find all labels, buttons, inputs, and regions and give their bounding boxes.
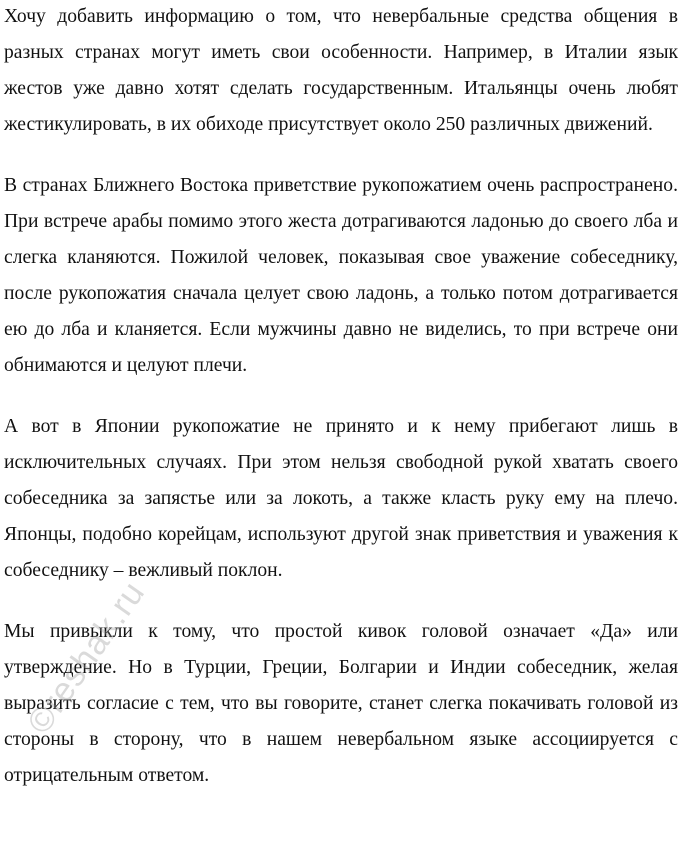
paragraph-middle-east: В странах Ближнего Востока приветствие рукопожатием очень распространено. При встрече арабы помимо этого жеста дотрагиваются ладонью до своего лба и слегка кланяются. Пожилой человек, показывая свое уважение собеседнику, после рукопожатия сначала целует свою ладонь, а только потом дотрагивается ею до лба и кланяется. Если мужчины давно не виделись, то при встрече они обнимаются и целуют плечи. bbox=[4, 175, 678, 376]
watermark: ©reshak.ru bbox=[20, 574, 153, 741]
paragraph-nodding: Мы привыкли к тому, что простой кивок головой означает «Да» или утверждение. Но в Турции, Греции, Болгарии и Индии собеседник, желая выразить согласие с тем, что вы говорите, станет слегка покачивать головой из стороны в сторону, что в нашем невербальном языке ассоциируется с отрицательным ответом. bbox=[4, 621, 678, 786]
paragraph-japan: А вот в Японии рукопожатие не принято и к нему прибегают лишь в исключительных случаях. При этом нельзя свободной рукой хватать своего собеседника за запястье или за локоть, а также класть руку ему на плечо. Японцы, подобно корейцам, используют другой знак приветствия и уважения к собеседнику – вежливый поклон. bbox=[4, 416, 678, 581]
paragraph-italy: Хочу добавить информацию о том, что невербальные средства общения в разных странах могут иметь свои особенности. Например, в Италии язык жестов уже давно хотят сделать государственным. Итальянцы очень любят жестикулировать, в их обиходе присутствует около 250 различных движений. bbox=[4, 6, 678, 135]
